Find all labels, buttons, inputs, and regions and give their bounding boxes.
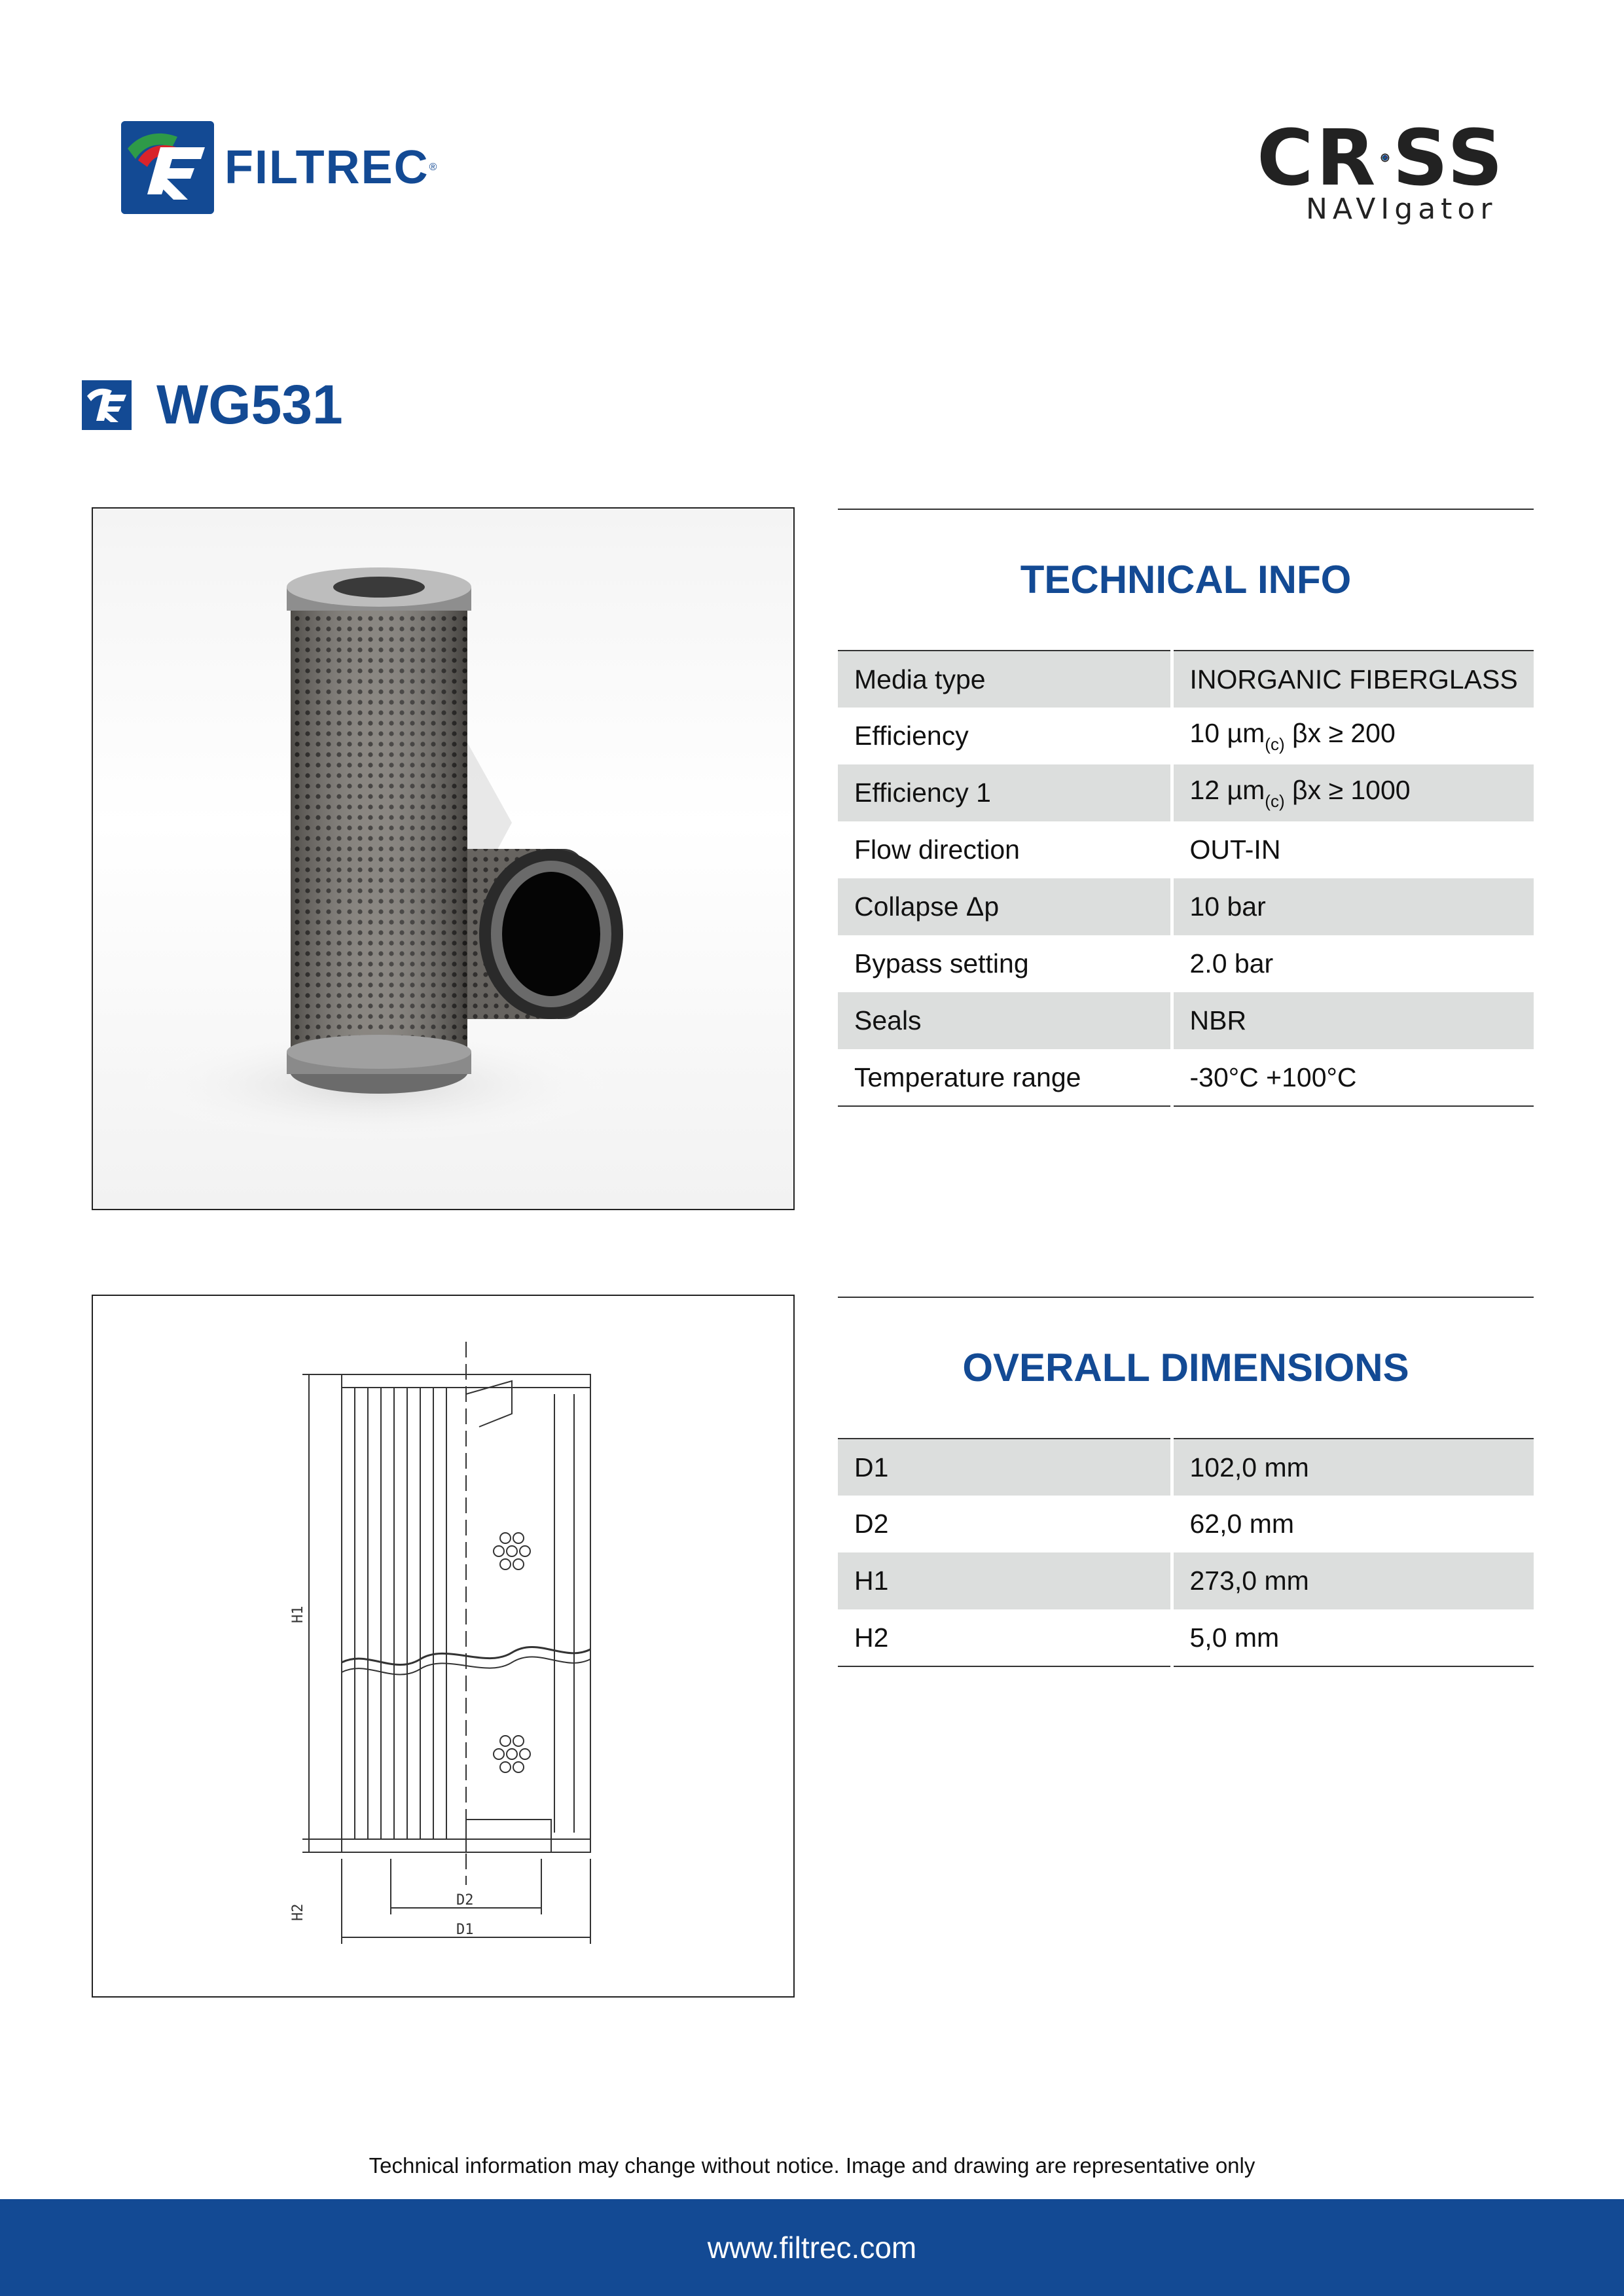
spec-value xyxy=(1172,708,1534,764)
compass-icon xyxy=(1380,126,1390,189)
spec-value: 10 bar xyxy=(1172,878,1534,935)
spec-label: Temperature range xyxy=(838,1049,1172,1106)
dimension-label: H2 xyxy=(838,1609,1172,1666)
table-row xyxy=(838,1496,1534,1552)
cross-logo-text-start: CR xyxy=(1257,113,1379,203)
spec-value: INORGANIC FIBERGLASS xyxy=(1172,651,1534,708)
dimension-label: H1 xyxy=(838,1552,1172,1609)
table-row xyxy=(838,651,1534,708)
overall-dimensions-table xyxy=(838,1438,1534,1667)
registered-mark: ® xyxy=(429,162,437,173)
table-row xyxy=(838,708,1534,764)
spec-value-subscript: (c) xyxy=(1265,734,1285,754)
overall-dimensions-section xyxy=(838,1297,1534,1667)
drawing-label-h1: H1 xyxy=(290,1605,306,1623)
spec-label: Efficiency xyxy=(838,708,1172,764)
footer-bar xyxy=(0,2199,1624,2296)
cross-navigator-logo xyxy=(1257,113,1506,226)
product-title-row xyxy=(82,373,343,437)
table-row xyxy=(838,764,1534,821)
spec-value: -30°C +100°C xyxy=(1189,1062,1357,1092)
spec-value: NBR xyxy=(1172,992,1534,1049)
drawing-label-h2: H2 xyxy=(290,1903,306,1921)
overall-dimensions-title: OVERALL DIMENSIONS xyxy=(962,1346,1409,1390)
spec-value xyxy=(1172,764,1534,821)
cross-logo-text-end: SS xyxy=(1392,113,1506,203)
spec-label: Efficiency 1 xyxy=(838,764,1172,821)
table-row xyxy=(838,1049,1534,1106)
drawing-label-d2: D2 xyxy=(456,1892,474,1909)
technical-info-section xyxy=(838,509,1534,1107)
brand-name: FILTREC xyxy=(225,141,429,194)
spec-value-rest: βx ≥ 1000 xyxy=(1284,774,1411,805)
table-row xyxy=(838,821,1534,878)
spec-value-rest: βx ≥ 200 xyxy=(1284,717,1396,748)
dimension-value: 5,0 mm xyxy=(1189,1622,1280,1653)
dimension-value: 62,0 mm xyxy=(1189,1509,1294,1539)
cross-logo-subtext: NAVIgator xyxy=(1306,192,1498,226)
website-link[interactable]: www.filtrec.com xyxy=(707,2231,917,2265)
spec-value: OUT-IN xyxy=(1189,834,1281,865)
spec-label: Collapse Δp xyxy=(838,878,1172,935)
dimension-drawing xyxy=(93,1296,795,1998)
filtrec-logo-mark-icon xyxy=(121,121,214,214)
filtrec-small-logo-icon xyxy=(82,380,132,430)
spec-value-subscript: (c) xyxy=(1265,791,1285,811)
table-row xyxy=(838,1439,1534,1496)
spec-value: 2.0 bar xyxy=(1189,948,1274,978)
technical-info-table xyxy=(838,650,1534,1107)
dimension-value: 102,0 mm xyxy=(1172,1439,1534,1496)
spec-label: Seals xyxy=(838,992,1172,1049)
spec-value-main: 12 µm xyxy=(1189,774,1265,805)
filter-cartridge-illustration xyxy=(93,509,795,1210)
product-code: WG531 xyxy=(156,374,343,435)
product-photo xyxy=(92,507,795,1210)
spec-label: Bypass setting xyxy=(838,935,1172,992)
table-row xyxy=(838,1552,1534,1609)
spec-label: Flow direction xyxy=(838,821,1172,878)
drawing-label-d1: D1 xyxy=(456,1922,474,1938)
table-row xyxy=(838,878,1534,935)
dimension-label: D1 xyxy=(838,1439,1172,1496)
dimension-value: 273,0 mm xyxy=(1172,1552,1534,1609)
table-row xyxy=(838,935,1534,992)
technical-drawing xyxy=(92,1295,795,1998)
disclaimer-text: Technical information may change without notice. Image and drawing are representative only xyxy=(369,2153,1255,2178)
technical-info-title: TECHNICAL INFO xyxy=(1020,558,1352,601)
spec-value-main: 10 µm xyxy=(1189,717,1265,748)
table-row xyxy=(838,992,1534,1049)
spec-label: Media type xyxy=(838,651,1172,708)
filtrec-logo xyxy=(121,121,437,214)
dimension-label: D2 xyxy=(838,1496,1172,1552)
table-row xyxy=(838,1609,1534,1666)
